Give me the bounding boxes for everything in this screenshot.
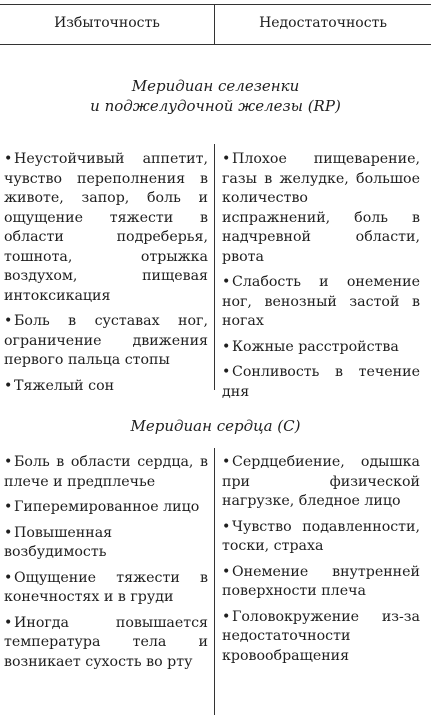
list-item: • Плохое пищеварение, газы в желудке, большое количество испражнений, боль в надчревной области, рвота [222, 151, 420, 265]
bullet-icon: • [222, 338, 231, 355]
list-item: • Боль в области сердца, в плече и предплечье [4, 454, 208, 490]
list-item: • Головокружение из-за недостаточности кровообращения [222, 608, 420, 664]
section-title-spleen-line2: и поджелудочной железы (RP) [90, 97, 341, 115]
section-title-heart: Меридиан сердца (С) [130, 417, 301, 435]
list-item: • Иногда повышается температура тела и возникает сухость во рту [4, 614, 208, 670]
spleen-excess-list [4, 150, 208, 402]
bullet-icon: • [4, 524, 13, 541]
bullet-icon: • [4, 313, 13, 329]
section-title-spleen-line1: Меридиан селезенки [131, 77, 300, 95]
bullet-icon: • [4, 569, 13, 586]
bullet-icon: • [222, 454, 231, 470]
heart-deficiency-list [222, 453, 420, 672]
list-item: • Онемение внутренней поверхности плеча [222, 563, 420, 599]
list-item: • Сонливость в течение дня [222, 364, 420, 400]
list-item: • Тяжелый сон [4, 377, 208, 397]
list-item: • Кожные расстройства [222, 338, 420, 358]
bullet-icon: • [4, 499, 13, 515]
top-rule [0, 4, 431, 5]
column-divider-2 [214, 448, 215, 715]
bullet-icon: • [4, 151, 13, 167]
list-item: • Ощущение тяжести в конечностях и в груди [4, 569, 208, 605]
header-excess: Избыточность [54, 15, 160, 31]
list-item: • Гиперемированное лицо [4, 498, 208, 518]
list-item: • Сердцебиение, одышка при физической нагрузке, бледное лицо [222, 454, 420, 509]
list-item: • Боль в суставах ног, ограничение движения первого пальца стопы [4, 313, 208, 368]
header-rule [0, 44, 431, 45]
column-divider-1 [214, 144, 215, 390]
list-item: • Чувство подавленности, тоски, страха [222, 518, 420, 554]
bullet-icon: • [222, 151, 231, 167]
heart-excess-list [4, 453, 208, 678]
bullet-icon: • [222, 274, 231, 290]
list-item: • Слабость и онемение ног, венозный застой в ногах [222, 274, 420, 329]
bullet-icon: • [222, 364, 231, 380]
bullet-icon: • [4, 377, 13, 394]
bullet-icon: • [222, 518, 231, 535]
bullet-icon: • [222, 563, 231, 580]
bullet-icon: • [4, 454, 13, 470]
bullet-icon: • [4, 614, 13, 631]
spleen-deficiency-list [222, 150, 420, 408]
header-deficiency: Недостаточность [259, 15, 387, 31]
list-item: • Неустойчивый аппетит, чувство переполнения в животе, запор, боль и ощущение тяжести в области подреберья, тошнота, отрыжка воздухом, пищевая интоксикация [4, 151, 208, 304]
bullet-icon: • [222, 608, 231, 625]
list-item: • Повышенная возбудимость [4, 524, 113, 560]
